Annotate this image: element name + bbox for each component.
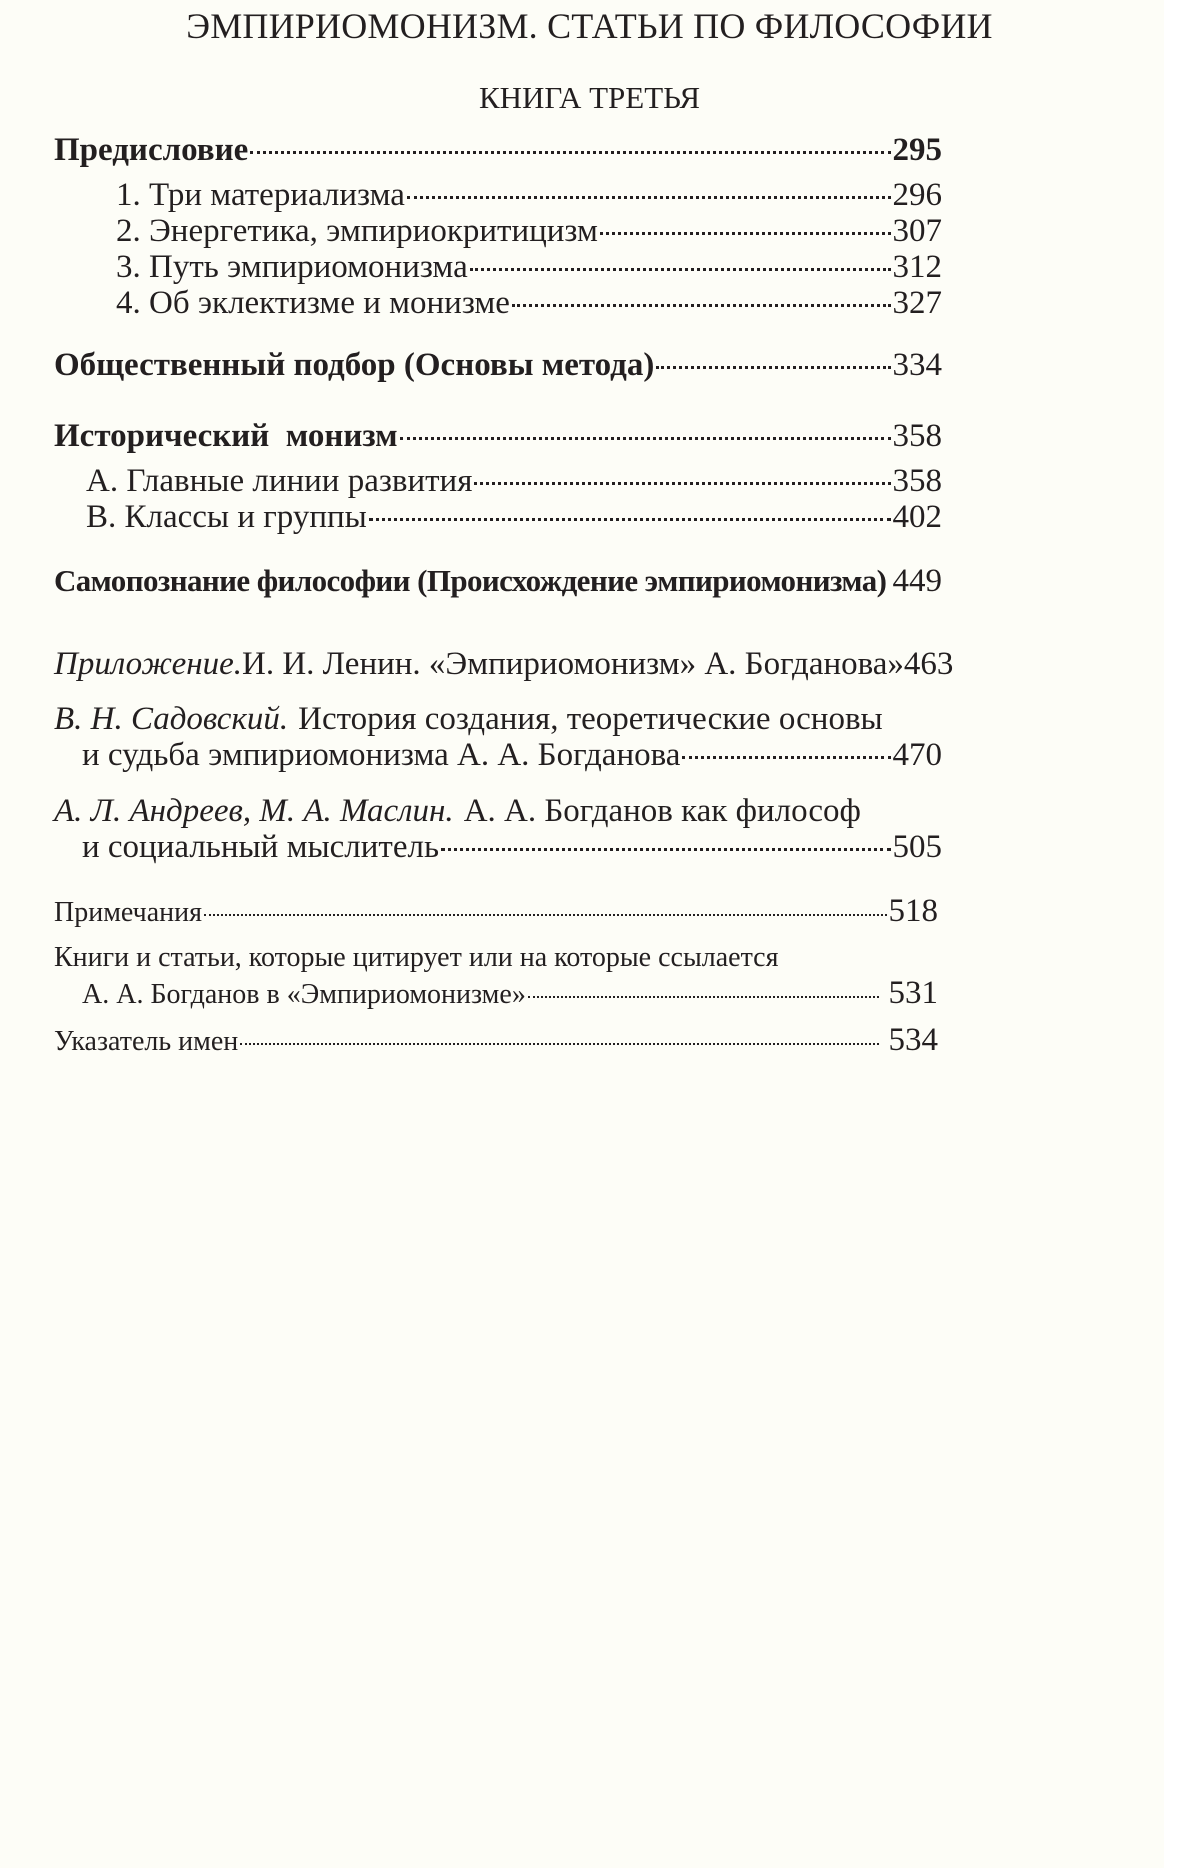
dot-leader bbox=[528, 996, 879, 998]
dot-leader bbox=[240, 1043, 878, 1045]
toc-entry-books-line2[interactable] bbox=[82, 975, 938, 1012]
toc-entry-title: 2. Энергетика, эмпириокритицизм bbox=[116, 213, 598, 249]
toc-entry-self-knowledge[interactable] bbox=[54, 563, 942, 600]
dot-leader bbox=[369, 518, 891, 521]
toc-entry-title: Указатель имен bbox=[54, 1026, 239, 1057]
toc-entry-title: 4. Об эклектизме и монизме bbox=[116, 285, 510, 321]
toc-entry-title: Примечания bbox=[54, 897, 203, 928]
dot-leader bbox=[656, 366, 890, 369]
toc-entry-title: А. А. Богданов как философ bbox=[463, 793, 861, 829]
toc-entry-title: И. И. Ленин. «Эмпириомонизм» А. Богданова» bbox=[241, 646, 904, 682]
author-name: А. Л. Андреев, М. А. Маслин. bbox=[54, 793, 454, 829]
page-number: 534 bbox=[888, 1022, 938, 1058]
toc-entry-title: История создания, теоретические основы bbox=[298, 701, 883, 737]
dot-leader bbox=[250, 151, 890, 154]
toc-entry-title: А. Главные линии развития bbox=[86, 463, 473, 499]
page-number: 358 bbox=[892, 463, 942, 499]
page-number: 470 bbox=[892, 737, 942, 773]
toc-entry-andreev-line2[interactable] bbox=[82, 829, 942, 866]
toc-entry-preface-3[interactable] bbox=[116, 249, 942, 286]
toc-entry-title: Самопознание философии (Происхождение эмпириомонизма) bbox=[54, 563, 887, 598]
toc-entry-notes[interactable] bbox=[54, 893, 938, 930]
page-number: 307 bbox=[892, 213, 942, 249]
page-number: 463 bbox=[903, 646, 954, 682]
dot-leader bbox=[474, 482, 890, 485]
toc-entry-social-selection[interactable] bbox=[54, 347, 942, 384]
toc-entry-title: Книги и статьи, которые цитирует или на которые ссылается bbox=[54, 942, 779, 973]
dot-leader bbox=[441, 848, 891, 851]
toc-entry-appendix[interactable] bbox=[54, 646, 954, 683]
page-number: 518 bbox=[888, 893, 938, 929]
dot-leader bbox=[600, 232, 891, 235]
toc-entry-title: Общественный подбор (Основы метода) bbox=[54, 347, 655, 383]
toc-entry-sadovsky-line2[interactable] bbox=[82, 737, 942, 774]
page-number: 505 bbox=[892, 829, 942, 865]
toc-entry-title-cont: А. А. Богданов в «Эмпириомонизме» bbox=[82, 979, 526, 1010]
dot-leader bbox=[407, 196, 891, 199]
dot-leader bbox=[400, 437, 891, 440]
page-number: 358 bbox=[892, 418, 942, 454]
toc-entry-title: 1. Три материализма bbox=[116, 177, 405, 213]
toc-entry-title: Предисловие bbox=[54, 132, 249, 168]
dot-leader bbox=[204, 914, 886, 916]
toc-entry-preface-2[interactable] bbox=[116, 213, 942, 250]
toc-entry-books-line1[interactable] bbox=[54, 942, 938, 974]
toc-entry-andreev-line1[interactable] bbox=[54, 793, 942, 830]
page-number: 334 bbox=[892, 347, 942, 383]
appendix-label: Приложение. bbox=[54, 646, 242, 682]
book-title: КНИГА ТРЕТЬЯ bbox=[478, 80, 700, 115]
toc-entry-preface[interactable] bbox=[54, 132, 942, 169]
toc-entry-preface-4[interactable] bbox=[116, 285, 942, 322]
toc-entry-historical-monism[interactable] bbox=[54, 418, 942, 455]
toc-entry-title-cont: и социальный мыслитель bbox=[82, 829, 439, 865]
toc-entry-index[interactable] bbox=[54, 1022, 938, 1059]
page-number: 295 bbox=[892, 132, 942, 168]
page-number: 531 bbox=[888, 975, 938, 1011]
toc-entry-preface-1[interactable] bbox=[116, 177, 942, 214]
dot-leader bbox=[470, 268, 891, 271]
page-number: 312 bbox=[892, 249, 942, 285]
author-name: В. Н. Садовский. bbox=[54, 701, 289, 737]
toc-entry-sadovsky-line1[interactable] bbox=[54, 701, 942, 738]
toc-entry-title: 3. Путь эмпириомонизма bbox=[116, 249, 468, 285]
page-edge bbox=[1164, 0, 1179, 1868]
page-number: 296 bbox=[892, 177, 942, 213]
toc-entry-title-cont: и судьба эмпириомонизма А. А. Богданова bbox=[82, 737, 681, 773]
page-number: 327 bbox=[892, 285, 942, 321]
dot-leader bbox=[512, 304, 891, 307]
dot-leader bbox=[682, 756, 890, 759]
toc-entry-title: Исторический монизм bbox=[54, 418, 398, 454]
toc-entry-historical-a[interactable] bbox=[86, 463, 942, 500]
page-number: 402 bbox=[892, 499, 942, 535]
toc-entry-title: В. Классы и группы bbox=[86, 499, 367, 535]
page-number: 449 bbox=[892, 563, 942, 599]
running-title: ЭМПИРИОМОНИЗМ. СТАТЬИ ПО ФИЛОСОФИИ bbox=[186, 6, 993, 46]
toc-entry-historical-b[interactable] bbox=[86, 499, 942, 536]
